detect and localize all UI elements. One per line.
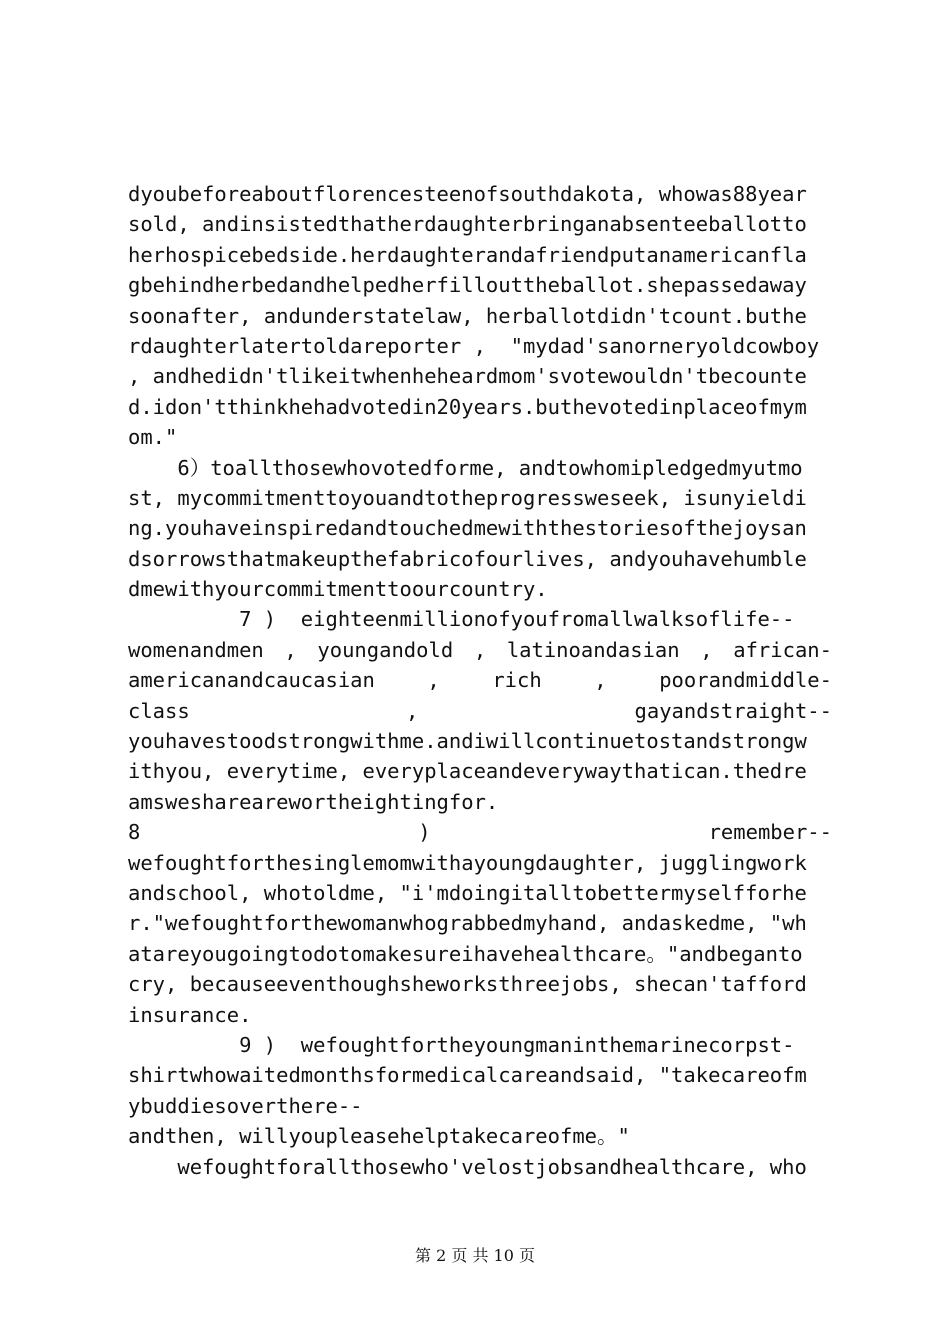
text-line: gbehindherbedandhelpedherfillouttheballot.shepassedaway [128, 273, 807, 298]
text-line: dsorrowsthatmakeupthefabricofourlives, andyouhavehumble [128, 546, 807, 571]
text-line: cry, becauseeventhoughsheworksthreejobs, shecan'tafford [128, 972, 807, 997]
text-line: om." [128, 425, 178, 450]
text-line: 7 ) eighteenmillionofyoufromallwalksoflife-- [128, 607, 795, 632]
text-line: wefoughtforthesinglemomwithayoungdaughter, jugglingwork [128, 850, 807, 875]
text-line: class , gayandstraight-- [128, 698, 832, 723]
document-body [128, 179, 832, 1182]
text-line: youhavestoodstrongwithme.andiwillcontinuetostandstrongw [128, 729, 807, 754]
text-line: ybuddiesoverthere-- [128, 1093, 363, 1118]
text-line: atareyougoingtodotomakesureihavehealthcare。"andbeganto [128, 941, 803, 966]
text-line: americanandcaucasian , rich , poorandmiddle- [128, 668, 832, 693]
text-line: r."wefoughtforthewomanwhograbbedmyhand, andaskedme, "wh [128, 911, 807, 936]
text-line: dmewithyourcommitmenttoourcountry. [128, 577, 548, 602]
page-footer [0, 1243, 950, 1266]
text-line: herhospicebedside.herdaughterandafriendputanamericanfla [128, 242, 807, 267]
text-line: 6）toallthosewhovotedforme, andtowhomipledgedmyutmo [128, 455, 803, 480]
text-line: 8 ) remember-- [128, 820, 832, 845]
text-line: womenandmen , youngandold , latinoandasian , african- [128, 637, 832, 662]
text-line: amswesharearewortheightingfor. [128, 789, 499, 814]
text-line: rdaughterlatertoldareporter , "mydad'sanorneryoldcowboy [128, 333, 820, 358]
text-line: andthen, willyoupleasehelptakecareofme。" [128, 1124, 630, 1149]
text-line: d.idon'tthinkhehadvotedin20years.buthevotedinplaceofmym [128, 394, 807, 419]
text-line: andschool, whotoldme, "i'mdoingitalltobettermyselfforhe [128, 880, 807, 905]
text-line: sold, andinsistedthatherdaughterbringanabsenteeballotto [128, 212, 807, 237]
text-line: , andhedidn'tlikeitwhenheheardmom'svotewouldn'tbecounte [128, 364, 807, 389]
text-line: st, mycommitmenttoyouandtotheprogressweseek, isunyieldi [128, 485, 807, 510]
text-line: wefoughtforallthosewho'velostjobsandhealthcare, who [128, 1154, 807, 1179]
text-line: 9 ) wefoughtfortheyoungmaninthemarinecorpst- [128, 1032, 795, 1057]
text-line: soonafter, andunderstatelaw, herballotdidn'tcount.buthe [128, 303, 807, 328]
text-line: shirtwhowaitedmonthsformedicalcareandsaid, "takecareofm [128, 1063, 807, 1088]
page-number-label: 第 2 页 共 10 页 [415, 1246, 535, 1265]
text-line: dyoubeforeaboutflorencesteenofsouthdakota, whowas88year [128, 182, 807, 206]
text-line: insurance. [128, 1002, 252, 1027]
text-line: ithyou, everytime, everyplaceandeverywaythatican.thedre [128, 759, 807, 784]
text-line: ng.youhaveinspiredandtouchedmewiththestoriesofthejoysan [128, 516, 807, 541]
